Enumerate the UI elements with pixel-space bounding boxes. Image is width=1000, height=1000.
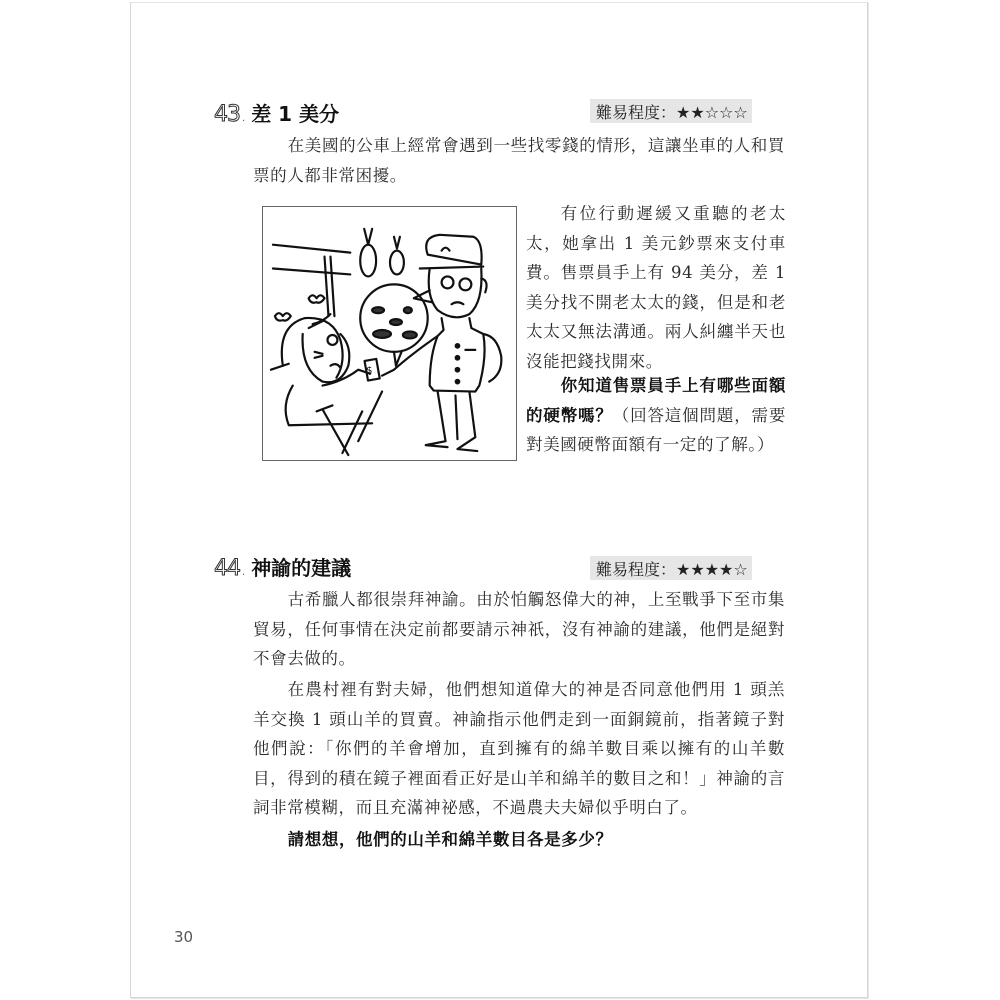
problem-number-dot: . [242, 113, 246, 124]
problem-44-question [253, 825, 785, 855]
problem-44-paragraph-2: 在農村裡有對夫婦，他們想知道偉大的神是否同意他們用 1 頭羔羊交換 1 頭山羊的買賣。神諭指示他們走到一面銅鏡前，指著鏡子對他們說：「你們的羊會增加，直到擁有的綿羊數目乘以擁有的山羊數目，得到的積在鏡子裡面看正好是山羊和綿羊的數目之和！」神諭的言詞非常模糊，而且充滿神祕感，不過農夫夫婦似乎明白了。 [253, 680, 785, 817]
problem-43-illustration [262, 206, 517, 461]
bus-cartoon-image [263, 207, 516, 460]
difficulty-label: 難易程度： [596, 560, 677, 579]
difficulty-badge [590, 556, 752, 580]
difficulty-label: 難易程度： [596, 103, 677, 122]
problem-title-text: 神諭的建議 [251, 556, 352, 580]
problem-44-title [214, 552, 351, 581]
problem-number: 44 [214, 556, 240, 581]
problem-number-dot: . [242, 567, 246, 578]
svg-text:$: $ [366, 365, 373, 377]
problem-44-question-bold: 請想想，他們的山羊和綿羊數目各是多少？ [287, 830, 613, 849]
problem-43-title [214, 98, 339, 127]
difficulty-stars-icon: ★★☆☆☆ [676, 103, 748, 122]
page-number: 30 [174, 928, 194, 946]
problem-43-question-bold: 你知道售票員手上有哪些面額的硬幣嗎？ [526, 376, 786, 425]
problem-43-story: 有位行動遲緩又重聽的老太太，她拿出 1 美元鈔票來支付車費。售票員手上有 94 美分，差 1 美分找不開老太太的錢，但是和老太太又無法溝通。兩人糾纏半天也沒能把錢找開來。 [526, 204, 786, 371]
problem-43-intro: 在美國的公車上經常會遇到一些找零錢的情形，這讓坐車的人和買票的人都非常困擾。 [253, 136, 785, 185]
difficulty-stars-icon: ★★★★☆ [676, 560, 748, 579]
problem-number: 43 [214, 102, 240, 127]
difficulty-badge [590, 99, 752, 123]
problem-44-paragraph-1: 古希臘人都很崇拜神諭。由於怕觸怒偉大的神，上至戰爭下至市集貿易，任何事情在決定前都要請示神祇，沒有神諭的建議，他們是絕對不會去做的。 [253, 590, 785, 668]
problem-43-question [526, 371, 786, 460]
problem-title-text: 差 1 美分 [251, 102, 340, 126]
problem-43-question-note: （回答這個問題，需要對美國硬幣面額有一定的了解。） [526, 405, 786, 454]
